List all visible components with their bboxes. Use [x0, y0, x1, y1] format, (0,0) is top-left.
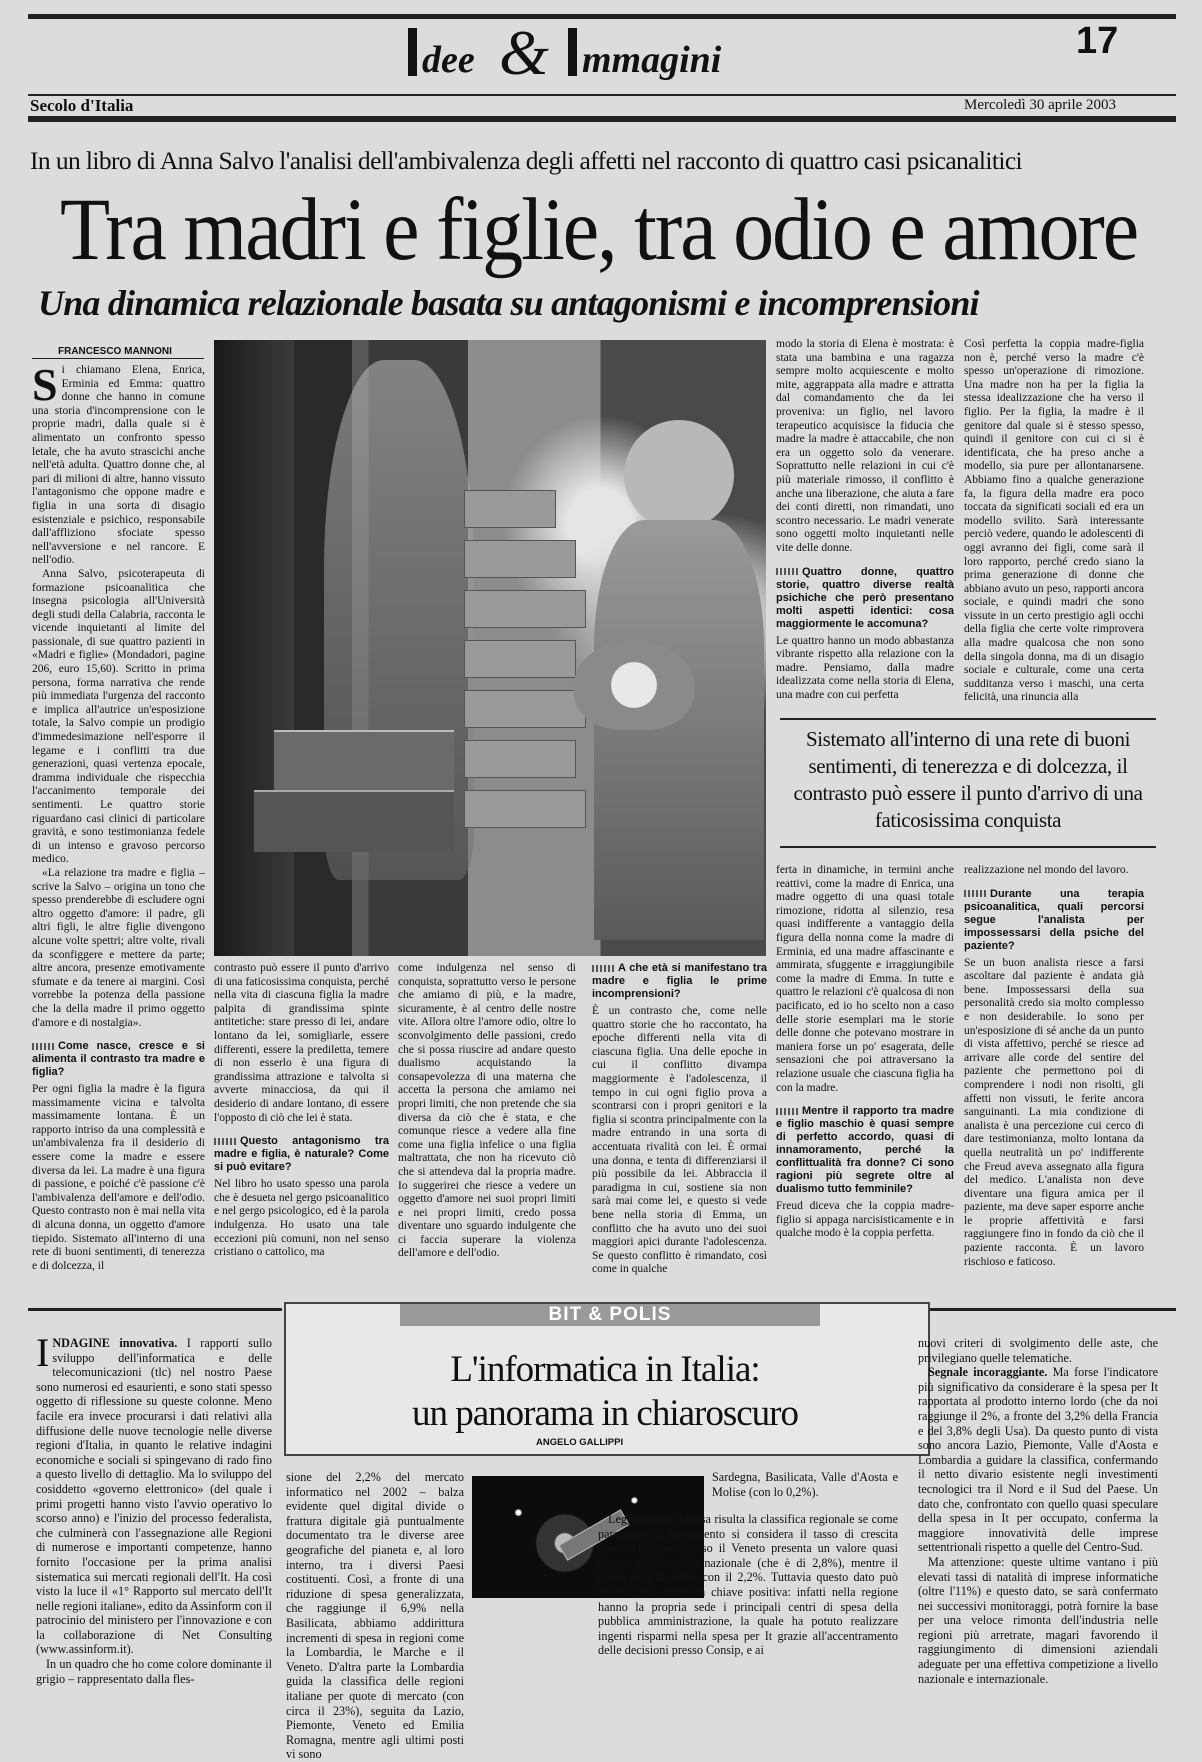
article-column-2: [214, 962, 389, 1260]
interview-answer: Per ogni figlia la madre è la figura massimamente vicina e talvolta massimamente lontana. È un rapporto intriso da una complessità e un'ambivalenza fra il desiderio di essere come la madre e essere diversa da lei. La madre è una figura di passione, e poiché c'è passione c'è l'ambivalenza dell'amore e dell'odio. Questo contrasto non è mai nella vita di alcuna donna, un oggetto d'amore tiepido. Sistemato all'interno di una rete di buoni sentimenti, di tenerezza e di dolcezza, il: [32, 1083, 205, 1272]
bitpolis-paragraph: Sardegna, Basilicata, Valle d'Aosta e Molise (con lo 0,2%).: [712, 1470, 898, 1499]
bitpolis-banner: [400, 1304, 820, 1326]
bitpolis-author: ANGELO GALLIPPI: [536, 1437, 624, 1448]
bitpolis-column-2: [286, 1470, 464, 1762]
interview-question: Questo antagonismo tra madre e figlia, è naturale? Come si può evitare?: [214, 1135, 389, 1174]
photo-girl-head: [624, 420, 734, 530]
page-number: 17: [1076, 20, 1119, 62]
article-column-4-bottom-left: [592, 962, 767, 1277]
bitpolis-subhead: Segnale incoraggiante.: [928, 1365, 1048, 1380]
bitpolis-paragraph: nuovi criteri di svolgimento delle aste, che privilegiano quelle telematiche.: [918, 1336, 1158, 1365]
bitpolis-left-rule: [28, 1308, 282, 1311]
bitpolis-paragraph: Leggermente diversa risulta la classifica regionale se come parametro di riferimento si considera il tasso di crescita medio: in questo caso il Veneto presenta un valore quasi doppio della media nazionale (che è di 2,8%), mentre il Lazio è al di sotto, con il 2,2%. Tuttavia questo dato può essere letto anche in chiave positiva: infatti nella regione hanno la propria sede i principali centri di spesa della pubblica amministrazione, la quale ha potuto realizzare ingenti risparmi nella spesa per It grazie all'accentramento delle decisioni presso Consip, e ai: [598, 1512, 898, 1658]
interview-answer: come indulgenza nel senso di conquista, soprattutto verso le persone che amiamo di più, e la madre, sicuramente, è al centro delle nostre vite. Allora oltre l'amore odio, oltre lo sconvolgimento delle passioni, credo che si possa riuscire ad andare questo dualismo acquistando la consapevolezza di una materna che accetta la persona che amiamo nei propri limiti, che non pretende che sia diversa da ciò che è stata, e che comunque riesce a vedere alla fine come una figlia infelice o una figlia maltrattata, che non ha ricevuto ciò che si attendeva dal la propria madre. Io suggerirei che riesce a vedere un oggetto d'amore nei suoi propri limiti e nei propri limiti, credo possa diventare uno sguardo indulgente che ci faccia superare la violenza dell'amore e dell'odio.: [398, 962, 576, 1260]
bitpolis-paragraph: [36, 1330, 273, 1657]
issue-date: Mercoledì 30 aprile 2003: [964, 97, 1117, 113]
masthead-thick-rule: [28, 116, 1176, 122]
section-word-2: mmagini: [582, 39, 722, 81]
photo-girl-body: [594, 520, 764, 940]
article-lead-paragraph: i chiamano Elena, Enrica, Erminia ed Emma: quattro donne che hanno in comune una storia d'incomprensione con le proprie madri, dalla quale si è alimentato un confronto spesso letale, che ha avuto strascichi anche nell'età adulta. Quattro donne che, al pari di milioni di altre, hanno vissuto l'antagonismo che oppone madre e figlia in una sorta di disagio esistenziale e psichico, responsabile dall'affliziono sfociate spesso nell'avversione e nel rancore. E nell'odio.: [32, 364, 205, 567]
bitpolis-paragraph: Ma attenzione: queste ultime vantano i più elevati tassi di natalità di imprese informatiche (oltre l'11%) e questo dato, se sarà confermato nei successivi monitoraggi, potrà fornire la base per una veloce rimonta dell'industria nelle regioni più arretrate, magari favorendo il raggiungimento di dimensioni aziendali adeguate per una effettiva competizione a livello nazionale e internazionale.: [918, 1554, 1158, 1686]
article-subheadline: Una dinamica relazionale basata su antagonismi e incomprensioni: [38, 283, 979, 323]
photo-brick: [464, 640, 576, 678]
bitpolis-column-3-top: [712, 1470, 898, 1499]
article-column-1: [32, 359, 205, 1273]
newspaper-name: Secolo d'Italia: [30, 96, 134, 115]
bitpolis-paragraph: [918, 1365, 1158, 1555]
photo-brick: [464, 540, 576, 578]
photo-doorway: [214, 340, 294, 956]
top-rule: [28, 14, 1176, 19]
interview-question: A che età si manifestano tra madre e figlia le prime incomprensioni?: [592, 962, 767, 1000]
interview-answer: Se un buon analista riesce a farsi ascoltare dal paziente è andata già bene. Impossessarsi della sua personalità credo sia molto complesso e non desiderabile. Io sono per un'esposizione di sé anche da un punto di vista affettivo, perché se riesce ad arrivare alle corde del sentire del paziente che permettono poi di comprendere i nodi non risolti, gli affetti non vissuti, le ferite ancora sanguinanti. La mia condizione di analista è una percezione cui cerco di dare testimonianza, molto lontana da quella neutralità un po' indifferente che Freud aveva assegnato alla figura del medico. L'analista non deve diventare una figura amica per il paziente, ma deve saper esporre anche le proprie affettività e farsi raggiungere fino in fondo da ciò che il paziente racconta. È un lavoro rischioso e faticoso.: [964, 956, 1144, 1268]
interview-question: Mentre il rapporto tra madre e figlio maschio è quasi sempre di perfetto accordo, quasi di innamoramento, perché la conflittualità fra donne? Ci sono ragioni più segrete oltre al dualismo tutto femminile?: [776, 1105, 954, 1196]
photo-brick: [464, 590, 586, 628]
article-column-5: [964, 338, 1144, 705]
interview-answer: modo la storia di Elena è mostrata: è stata una bambina e una ragazza sempre molto acquiescente e molto mite, aggrappata alla madre e attratta dal comandamento che da lei proveniva: un figlio, nel lavoro terapeutico acquisisce la fiducia che madre la madre è attaccabile, che non era un oggetto solo da venerare. Soprattutto nelle relazioni in cui c'è più materiale rimosso, il conflitto è anche una liberazione, che aiuta a fare dei conti diretti, non rimandati, uno scontro necessario. Le madri venerate sono oggetti molto inquietanti nelle vite delle donne.: [776, 338, 954, 554]
ampersand: &: [499, 17, 549, 88]
section-word-1: dee: [422, 39, 475, 81]
interview-answer: contrasto può essere il punto d'arrivo di una faticosissima conquista, perché nella vita di ciascuna figlia la madre palpita di grandissima spinte antitetiche: stare presso di lei, andare lontano da lei, somigliarle, essere differenti, essere la prediletta, temere di non esserlo è una figura di grandissima attrazione e talvolta si avverte minacciosa, da qui il desiderio di andare lontano, di essere l'opposto di ciò che lei è stata.: [214, 962, 389, 1124]
initial-bar-1: [408, 28, 417, 76]
photo-brick: [464, 790, 586, 828]
bitpolis-paragraph: sione del 2,2% del mercato informatico nel 2002 – balza evidente quel digital divide o frattura digitale già puntualmente documentato tra le diverse aree geografiche del pianeta e, al loro interno, tra i diversi Paesi costituenti. Così, a fronte di una riduzione di spesa generalizzata, che raggiunge il 6,9% nella Basilicata, abbiamo addirittura incrementi di spesa in regioni come la Lombardia, le Marche e il Veneto. D'altra parte la Lombardia guida la classifica delle regioni italiane per quote di mercato (con circa il 23%), seguita da Lazio, Piemonte, Veneto ed Emilia Romagna, mentre agli ultimi posti vi sono: [286, 1470, 464, 1762]
photo-step: [274, 730, 454, 792]
bitpolis-column-4: [918, 1336, 1158, 1686]
article-headline: Tra madri e figlie, tra odio e amore: [60, 180, 1138, 279]
article-paragraph: «La relazione tra madre e figlia – scrive la Salvo – origina un tono che spesso prenderebbe di escludere ogni altro oggetto d'amore: il padre, gli altri figli, le altre figlie divengono alcune volte spettri; altre volte, rivali da sconfiggere e mettere da parte; altre ancora, presenze emotivamente sfumate e da tenere ai margini. Così vorrebbe la potenza della passione che la della madre il primo oggetto d'amore e di nostalgia».: [32, 866, 205, 1029]
bitpolis-paragraph: In un quadro che ho come colore dominante il grigio – rappresentato dalla fles-: [36, 1657, 272, 1686]
bitpolis-column-1: [36, 1330, 273, 1686]
photo-brick: [464, 740, 576, 778]
article-column-6-bottom: [964, 864, 1144, 1269]
pullquote-top-rule: [780, 718, 1156, 720]
interview-answer: Così perfetta la coppia madre-figlia non è, perché verso la madre c'è spesso un'operazione di rimozione. Una madre non ha per la figlia la stessa idealizzazione che ha verso il figlio. Per la figlia, la madre è il genitore dal quale si è stesso spesso, quindi il genitore con cui ci si è identificata, che ha preso anche a modello, sia pure per allontanarsene. Abbiamo fino a qualche generazione fa, la figura della madre era poco toccata da significati sociali ed era un modello svilito. Sarà interessante perciò vedere, quando le adolescenti di oggi avranno dei figli, come sarà il loro rapporto, perché credo siano la prima generazione di donne che abbiano avuto un peso, rapporti ancora sociale, e quindi madri che sono vissute in un certo prestigio agli occhi della figlia che certe volte rimprovera alla madre qualcosa che non sono della singola donna, ma di un disagio sociale e culturale, come una certa sudditanza verso i maschi, una certa felicità, una rinuncia alla: [964, 338, 1144, 704]
interview-answer: realizzazione nel mondo del lavoro.: [964, 864, 1129, 876]
bitpolis-text: I rapporti sullo sviluppo dell'informatica e delle telecomunicazioni (tlc) nel nostro Paese sono numerosi ed esaurienti, e sono stati spesso oggetto di riflessione su queste colonne. Meno facile era invece procurarsi i dati relativi alla diffusione delle nuove tecnologie nelle diverse regioni d'Italia, in quanto le relative indagini economiche e sociali si spingevano di rado fino a questo livello di dettaglio. Ma lo sviluppo del cosiddetto «governo elettronico» (del quale i primi progetti hanno visto l'avvio operativo lo scorso anno) e l'inizio del processo federalista, che culminerà con l'assegnazione alle Regioni di numerose e importanti competenze, hanno fornito l'occasione per la prima analisi sistematica sui mercati regionali dell'It. Ha così visto la luce il «1° Rapporto sul mercato dell'It nelle regioni italiane», edito da Assinform con il patrocinio del ministero per l'innovazione e con la collaborazione di Net Consulting (www.assinform.it).: [36, 1336, 273, 1657]
bitpolis-banner-text: BIT & POLIS: [548, 1304, 672, 1325]
bitpolis-headline-1: L'informatica in Italia:: [450, 1349, 760, 1390]
article-kicker: In un libro di Anna Salvo l'analisi dell'ambivalenza degli affetti nel racconto di quattro casi psicanalitici: [30, 146, 1023, 175]
interview-answer: ferta in dinamiche, in termini anche reattivi, come la madre di Enrica, una madre oggetto di una quasi totale rimozione, ridotta al silenzio, resa quasi indifferente a vantaggio della figura della nonna come la madre di Erminia, ed una madre affascinante e ammirata, sfuggente e irraggiungibile come la madre di Emma. In tutte e quattro le relazioni c'è qualcosa di non pacificato, ed io ho scelto non a caso delle storie esemplari ma le storie delle donne che potevano mostrare in maniera forse un po' esagerata, delle sensazioni che poi attraversano la relazione usuale che ciascuna figlia ha con la madre.: [776, 864, 954, 1094]
interview-answer: Le quattro hanno un modo abbastanza vibrante rispetto alla relazione con la madre. Pensiamo, dalla madre idealizzata come nella storia di Elena, una madre con cui perfetta: [776, 634, 954, 701]
article-column-5-bottom: [776, 864, 954, 1241]
author-rule: [32, 358, 204, 359]
photo-flower-basket: [574, 640, 694, 730]
interview-answer: Freud diceva che la coppia madre-figlio si appaga narcisisticamente e in qualche modo è la coppia perfetta.: [776, 1200, 954, 1240]
photo-brick: [464, 690, 586, 728]
article-author: FRANCESCO MANNONI: [58, 346, 172, 357]
interview-question: Durante una terapia psicoanalitica, quali percorsi segue l'analista per impossessarsi della psiche del paziente?: [964, 887, 1144, 952]
section-logo: [404, 17, 784, 88]
article-column-4: [776, 338, 954, 702]
bitpolis-headline-2: un panorama in chiaroscuro: [412, 1393, 798, 1434]
pullquote-bottom-rule: [780, 846, 1156, 848]
interview-question: Come nasce, cresce e si alimenta il contrasto tra madre e figlia?: [32, 1040, 205, 1079]
bitpolis-text: Ma forse l'indicatore più significativo da considerare è la spesa per It rapportata al prodotto interno lordo (che da noi raggiunge il 2%, a fronte del 3,2% della Francia e del 3,8% degli Usa). Da questo punto di vista sono ancora Lazio, Piemonte, Valle d'Aosta e Lombardia a guidare la classifica, confermando il netto divario esistente negli investimenti tecnologici tra il Nord e il Sud del Paese. Un dato che, confrontato con quello quasi speculare della spesa in It per occupato, conferma la maggiore innovatività delle imprese settentrionali rispetto a quelle del Centro-Sud.: [918, 1365, 1158, 1555]
bitpolis-lead: NDAGINE innovativa.: [52, 1336, 178, 1350]
article-paragraph: Anna Salvo, psicoterapeuta di formazione psicoanalitica che insegna psicologia all'Università degli studi della Calabria, racconta le vicende inquietanti al limite del passionale, di sue quattro pazienti in «Madri e figlie» (Mondadori, pagine 206, euro 15,60). Scritto in prima persona, forma narrativa che rende più immediata l'urgenza del racconto e implica all'autrice un'esposizione totale, la Salvo compie un prodigio d'immedesimazione nell'esporre il legame e i conflitti tra due generazioni, quasi vertenza epocale, dramma individuale che rispecchia l'accanimento temporale dei sentimenti. Le quattro storie riguardano casi clinici di particolare gravità, e sono testimonianza fedele di un intenso e gravoso percorso medico.: [32, 567, 205, 866]
bitpolis-right-rule: [930, 1308, 1176, 1311]
bitpolis-dropcap: I: [36, 1330, 50, 1375]
masthead-thin-rule: [28, 94, 1176, 96]
article-pullquote: Sistemato all'interno di una rete di buoni sentimenti, di tenerezza e di dolcezza, il contrasto può essere il punto d'arrivo di una faticosissima conquista: [793, 727, 1143, 832]
interview-question: Quattro donne, quattro storie, quattro diverse realtà psichiche che però presentano molti aspetti identici: cosa maggiormente le accomuna?: [776, 565, 954, 630]
bitpolis-column-3: [598, 1512, 898, 1658]
interview-answer: Nel libro ho usato spesso una parola che è desueta nel gergo psicoanalitico e nel gergo psicologico, ed è la parola indulgenza. Ho usato una tale eccezioni più comuni, non nel senso cristiano o cattolico, ma: [214, 1178, 389, 1259]
article-column-3: [398, 962, 576, 1261]
article-dropcap: S: [32, 359, 58, 410]
photo-step: [254, 790, 454, 852]
photo-brick: [464, 490, 556, 528]
interview-answer: È un contrasto che, come nelle quattro storie che ho raccontato, ha epoche differenti nella vita di ciascuna figlia. Una delle epoche in cui il conflitto divampa maggiormente è l'adolescenza, il tempo in cui ogni figlio prova a scontrarsi con i propri genitori e la figlia si scontra principalmente con la madre entrando in una sorta di accentuata rivalità con lei. È ormai una donna, e tenta di differenziarsi il più possibile da lei. Abbraccia il paradigma in cui, sostiene sia non sarà mai come lei, e questo si vede bene nella storia di Emma, un conflitto che ha avuto uno dei suoi maggiori apici durante l'adolescenza. Se questo conflitto è rimandato, così come in qualche: [592, 1005, 767, 1276]
article-photo: [214, 340, 766, 956]
initial-bar-2: [568, 28, 577, 76]
